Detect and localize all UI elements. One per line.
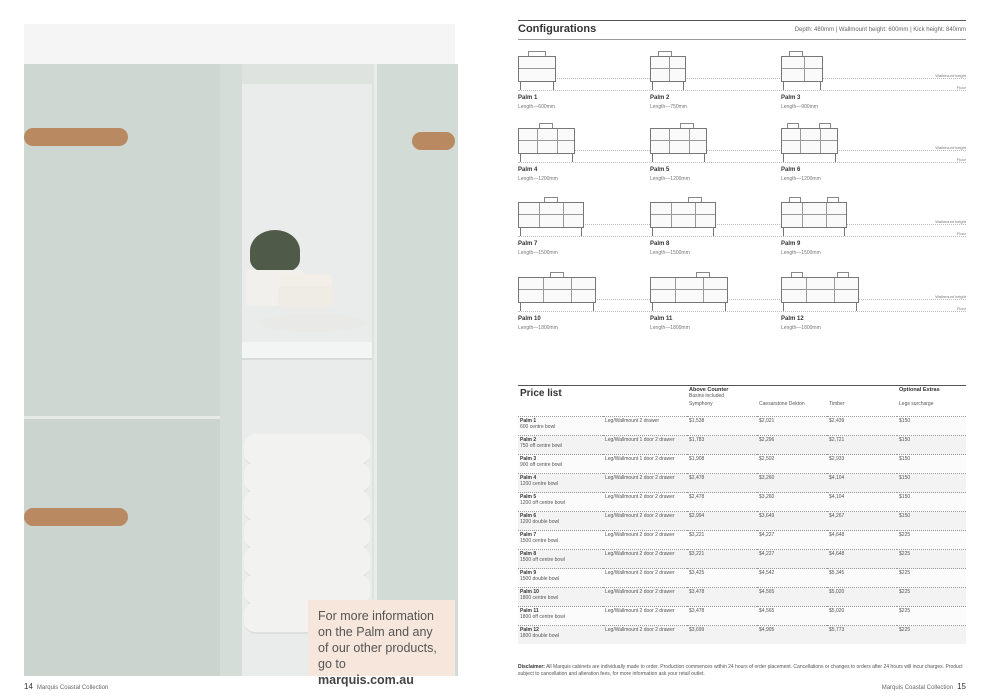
price-caesarstone: $4,565 <box>759 589 775 595</box>
info-text: For more information on the Palm and any of our other products, go to <box>318 609 437 671</box>
price-timber: $5,773 <box>829 627 845 633</box>
config-length: Length—1800mm <box>518 325 558 331</box>
caesarstone-cell <box>757 626 827 645</box>
caesarstone-cell <box>757 569 827 588</box>
price-caesarstone: $4,227 <box>759 551 775 557</box>
model-config: Leg/Wallmount 1 door 2 drawer <box>605 456 675 462</box>
config-name: Palm 9 <box>781 241 801 247</box>
caesarstone-cell <box>757 512 827 531</box>
cabinet-sketch <box>518 56 556 82</box>
symphony-cell <box>687 607 757 626</box>
page-number: 15 <box>957 682 966 691</box>
model-desc: 1200 double bowl <box>520 519 560 525</box>
legs-cell <box>897 588 966 607</box>
optional-extras-heading: Optional Extras <box>899 387 940 393</box>
price-timber: $5,345 <box>829 570 845 576</box>
price-symphony: $3,478 <box>689 608 705 614</box>
model-desc: 1200 centre bowl <box>520 481 559 487</box>
timber-handle <box>412 132 455 150</box>
table-row <box>518 493 966 512</box>
table-row <box>518 588 966 607</box>
caesarstone-cell <box>757 436 827 455</box>
model-config: Leg/Wallmount 2 door 2 drawer <box>605 532 675 538</box>
price-table <box>518 385 966 644</box>
table-row <box>518 436 966 455</box>
model-config: Leg/Wallmount 2 door 2 drawer <box>605 494 675 500</box>
model-name: Palm 7 <box>520 532 537 538</box>
config-name: Palm 5 <box>650 167 670 173</box>
cabinet-sketch <box>781 56 823 82</box>
symphony-cell <box>687 550 757 569</box>
timber-cell <box>827 493 897 512</box>
table-row <box>518 474 966 493</box>
price-legs: $150 <box>899 456 911 462</box>
model-desc: 1800 double bowl <box>520 633 560 639</box>
config-name: Palm 8 <box>650 241 670 247</box>
timber-cell <box>827 474 897 493</box>
disclaimer-label: Disclaimer: <box>518 664 545 670</box>
config-cell <box>603 531 687 550</box>
config-name: Palm 6 <box>781 167 801 173</box>
cabinet-sketch <box>518 277 596 303</box>
caesarstone-cell <box>757 588 827 607</box>
price-caesarstone: $4,565 <box>759 608 775 614</box>
config-length: Length—1200mm <box>518 176 558 182</box>
timber-cell <box>827 550 897 569</box>
model-name: Palm 6 <box>520 513 537 519</box>
legs-cell <box>897 550 966 569</box>
price-legs: $150 <box>899 418 911 424</box>
model-name: Palm 8 <box>520 551 537 557</box>
price-timber: $4,648 <box>829 532 845 538</box>
model-desc: 1500 double bowl <box>520 576 560 582</box>
model-name: Palm 1 <box>520 418 537 424</box>
model-cell <box>518 607 603 626</box>
caesarstone-cell <box>757 417 827 436</box>
symphony-cell <box>687 436 757 455</box>
caesarstone-cell <box>757 455 827 474</box>
timber-handle <box>24 508 128 526</box>
footer-right <box>882 682 966 691</box>
config-cell <box>603 569 687 588</box>
config-length: Length—600mm <box>518 104 555 110</box>
model-cell <box>518 512 603 531</box>
legs-cell <box>897 531 966 550</box>
config-cell <box>603 550 687 569</box>
floor-label: Floor <box>956 85 966 90</box>
table-row <box>518 512 966 531</box>
model-config: Leg/Wallmount 2 drawer <box>605 418 660 424</box>
config-length: Length—900mm <box>781 104 818 110</box>
model-desc: 900 off centre bowl <box>520 462 563 468</box>
model-cell <box>518 550 603 569</box>
cabinet-sketch <box>650 277 728 303</box>
timber-cell <box>827 455 897 474</box>
model-cell <box>518 436 603 455</box>
model-cell <box>518 588 603 607</box>
model-desc: 1800 off centre bowl <box>520 614 565 620</box>
price-caesarstone: $4,227 <box>759 532 775 538</box>
table-row <box>518 550 966 569</box>
floor-label: Floor <box>956 306 966 311</box>
price-symphony: $3,699 <box>689 627 705 633</box>
countertop <box>24 24 455 64</box>
price-legs: $225 <box>899 532 911 538</box>
model-name: Palm 11 <box>520 608 539 614</box>
price-rows <box>518 417 966 645</box>
price-symphony: $1,538 <box>689 418 705 424</box>
config-length: Length—1200mm <box>781 176 821 182</box>
col-caesarstone: Caesarstone Dekton <box>759 401 805 407</box>
cabinet-sketch <box>518 128 575 154</box>
price-symphony: $2,994 <box>689 513 705 519</box>
config-cell <box>603 493 687 512</box>
above-counter-heading: Above Counter <box>689 387 729 393</box>
symphony-cell <box>687 493 757 512</box>
website-link[interactable]: marquis.com.au <box>318 673 414 687</box>
table-row <box>518 417 966 436</box>
price-timber: $2,439 <box>829 418 845 424</box>
price-legs: $150 <box>899 494 911 500</box>
side-door <box>374 64 458 676</box>
config-name: Palm 10 <box>518 316 541 322</box>
config-length: Length—1800mm <box>781 325 821 331</box>
caesarstone-cell <box>757 550 827 569</box>
config-length: Length—1200mm <box>650 176 690 182</box>
caesarstone-cell <box>757 531 827 550</box>
price-timber: $5,020 <box>829 608 845 614</box>
price-header-row <box>518 386 966 401</box>
configurations-title: Configurations <box>518 23 597 35</box>
disclaimer <box>518 664 966 678</box>
price-legs: $150 <box>899 475 911 481</box>
table-row <box>518 626 966 645</box>
legs-cell <box>897 417 966 436</box>
model-cell <box>518 417 603 436</box>
price-timber: $4,104 <box>829 475 845 481</box>
config-name: Palm 2 <box>650 95 670 101</box>
config-cell <box>603 436 687 455</box>
config-length: Length—1500mm <box>650 250 690 256</box>
symphony-cell <box>687 531 757 550</box>
price-timber: $4,104 <box>829 494 845 500</box>
cabinet-sketch <box>518 202 584 228</box>
config-cell <box>603 474 687 493</box>
model-cell <box>518 493 603 512</box>
config-cell <box>603 455 687 474</box>
cabinet-sketch <box>781 128 838 154</box>
model-cell <box>518 455 603 474</box>
price-timber: $4,267 <box>829 513 845 519</box>
price-list <box>518 385 966 644</box>
model-config: Leg/Wallmount 2 door 2 drawer <box>605 513 675 519</box>
reference-lines <box>518 142 966 162</box>
timber-cell <box>827 512 897 531</box>
timber-cell <box>827 436 897 455</box>
timber-handle <box>24 128 128 146</box>
model-config: Leg/Wallmount 2 door 2 drawer <box>605 570 675 576</box>
price-legs: $150 <box>899 513 911 519</box>
price-symphony: $3,221 <box>689 532 705 538</box>
footer-text: Marquis Coastal Collection <box>36 685 109 691</box>
model-config: Leg/Wallmount 2 door 2 drawer <box>605 475 675 481</box>
model-config: Leg/Wallmount 2 door 2 drawer <box>605 627 675 633</box>
price-symphony: $1,908 <box>689 456 705 462</box>
price-timber: $2,933 <box>829 456 845 462</box>
model-cell <box>518 474 603 493</box>
price-caesarstone: $2,296 <box>759 437 775 443</box>
config-name: Palm 11 <box>650 316 673 322</box>
cabinet-sketch <box>650 202 716 228</box>
price-caesarstone: $3,260 <box>759 494 775 500</box>
config-cell <box>603 626 687 645</box>
price-legs: $150 <box>899 437 911 443</box>
legs-cell <box>897 493 966 512</box>
model-config: Leg/Wallmount 2 door 2 drawer <box>605 551 675 557</box>
model-desc: 1500 centre bowl <box>520 538 559 544</box>
upper-drawer-front <box>24 64 224 420</box>
basins-included-note: Basins included <box>689 393 725 399</box>
timber-cell <box>827 569 897 588</box>
symphony-cell <box>687 588 757 607</box>
model-name: Palm 5 <box>520 494 537 500</box>
wallmount-label: Wallmount height <box>935 294 966 299</box>
price-caesarstone: $4,542 <box>759 570 775 576</box>
model-config: Leg/Wallmount 2 door 2 drawer <box>605 589 675 595</box>
legs-cell <box>897 569 966 588</box>
price-symphony: $3,425 <box>689 570 705 576</box>
legs-cell <box>897 626 966 645</box>
config-length: Length—1500mm <box>518 250 558 256</box>
model-name: Palm 2 <box>520 437 537 443</box>
cabinet-frame <box>220 64 242 676</box>
model-desc: 1500 off centre bowl <box>520 557 565 563</box>
price-symphony: $2,478 <box>689 475 705 481</box>
price-caesarstone: $3,649 <box>759 513 775 519</box>
table-row <box>518 531 966 550</box>
caesarstone-cell <box>757 474 827 493</box>
config-name: Palm 3 <box>781 95 801 101</box>
price-legs: $225 <box>899 570 911 576</box>
price-symphony: $3,221 <box>689 551 705 557</box>
reference-lines <box>518 70 966 90</box>
legs-cell <box>897 607 966 626</box>
shelf <box>242 342 372 360</box>
page-number: 14 <box>24 682 33 691</box>
model-name: Palm 9 <box>520 570 537 576</box>
cabinet-sketch <box>781 202 847 228</box>
model-name: Palm 3 <box>520 456 537 462</box>
config-name: Palm 1 <box>518 95 538 101</box>
config-name: Palm 7 <box>518 241 538 247</box>
config-cell <box>603 588 687 607</box>
caesarstone-cell <box>757 493 827 512</box>
model-desc: 1800 centre bowl <box>520 595 559 601</box>
plant <box>250 230 300 272</box>
config-cell <box>603 512 687 531</box>
model-desc: 1200 off centre bowl <box>520 500 565 506</box>
model-config: Leg/Wallmount 2 door 2 drawer <box>605 608 675 614</box>
wallmount-label: Wallmount height <box>935 219 966 224</box>
col-timber: Timber <box>829 401 845 407</box>
col-symphony: Symphony <box>689 401 713 407</box>
model-desc: 600 centre bowl <box>520 424 556 430</box>
config-length: Length—1800mm <box>650 325 690 331</box>
price-timber: $5,020 <box>829 589 845 595</box>
price-timber: $4,648 <box>829 551 845 557</box>
symphony-cell <box>687 626 757 645</box>
price-legs: $225 <box>899 551 911 557</box>
soap-dish <box>260 314 366 332</box>
table-row <box>518 455 966 474</box>
symphony-cell <box>687 455 757 474</box>
timber-cell <box>827 626 897 645</box>
timber-cell <box>827 588 897 607</box>
caesarstone-cell <box>757 607 827 626</box>
timber-cell <box>827 417 897 436</box>
price-caesarstone: $4,905 <box>759 627 775 633</box>
model-cell <box>518 626 603 645</box>
symphony-cell <box>687 417 757 436</box>
cabinet-sketch <box>650 128 707 154</box>
cabinet-sketch <box>781 277 859 303</box>
cabinet-sketch <box>650 56 686 82</box>
footer-left <box>24 682 108 691</box>
model-name: Palm 4 <box>520 475 537 481</box>
floor-label: Floor <box>956 157 966 162</box>
config-name: Palm 12 <box>781 316 804 322</box>
timber-cell <box>827 607 897 626</box>
price-symphony: $3,478 <box>689 589 705 595</box>
model-cell <box>518 531 603 550</box>
price-legs: $225 <box>899 589 911 595</box>
legs-cell <box>897 474 966 493</box>
price-legs: $225 <box>899 627 911 633</box>
config-name: Palm 4 <box>518 167 538 173</box>
model-name: Palm 12 <box>520 627 539 633</box>
floor-label: Floor <box>956 231 966 236</box>
timber-cell <box>827 531 897 550</box>
footer-text: Marquis Coastal Collection <box>881 685 954 691</box>
price-caesarstone: $3,260 <box>759 475 775 481</box>
config-length: Length—1500mm <box>781 250 821 256</box>
price-caesarstone: $2,502 <box>759 456 775 462</box>
info-callout <box>308 600 455 687</box>
config-cell <box>603 417 687 436</box>
price-symphony: $1,783 <box>689 437 705 443</box>
configurations-header <box>518 20 966 40</box>
price-symphony: $2,478 <box>689 494 705 500</box>
table-row <box>518 607 966 626</box>
model-name: Palm 10 <box>520 589 539 595</box>
symphony-cell <box>687 569 757 588</box>
legs-cell <box>897 436 966 455</box>
symphony-cell <box>687 474 757 493</box>
reference-lines <box>518 216 966 236</box>
lower-drawer-front <box>24 419 224 676</box>
legs-cell <box>897 512 966 531</box>
model-cell <box>518 569 603 588</box>
price-legs: $225 <box>899 608 911 614</box>
symphony-cell <box>687 512 757 531</box>
disclaimer-text: All Marquis cabinets are individually made to order. Production commences within 24 hours of order placement. Cancellations or changes to orders after 24 hours will incur charges. Product subject to cancellation and alteration fees, for more information ask your retail outlet. <box>518 664 963 677</box>
model-config: Leg/Wallmount 1 door 2 drawer <box>605 437 675 443</box>
price-list-title: Price list <box>520 388 562 399</box>
wallmount-label: Wallmount height <box>935 73 966 78</box>
soap-bars <box>278 286 334 308</box>
config-length: Length—750mm <box>650 104 687 110</box>
model-desc: 750 off centre bowl <box>520 443 563 449</box>
table-row <box>518 569 966 588</box>
legs-cell <box>897 455 966 474</box>
wallmount-label: Wallmount height <box>935 145 966 150</box>
price-timber: $2,721 <box>829 437 845 443</box>
configurations-dimensions: Depth: 480mm | Wallmount height: 600mm | Kick height: 840mm <box>794 27 966 33</box>
config-cell <box>603 607 687 626</box>
price-caesarstone: $2,021 <box>759 418 775 424</box>
col-legs: Legs surcharge <box>899 401 934 407</box>
